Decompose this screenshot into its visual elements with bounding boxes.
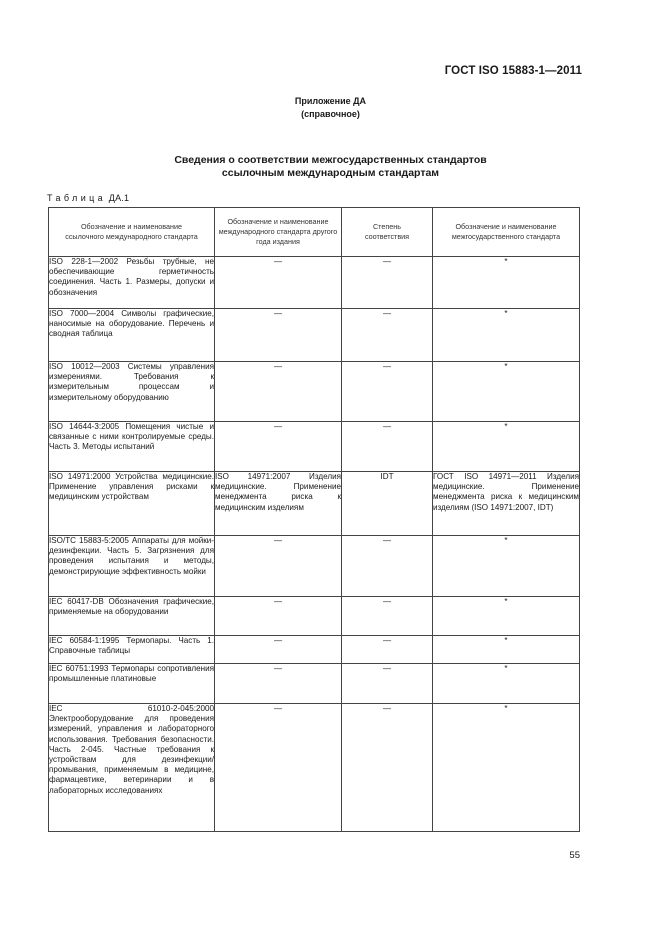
cell-other-edition: — [215, 257, 342, 309]
cell-interstate: * [433, 636, 580, 664]
annex-type: (справочное) [301, 109, 360, 119]
cell-degree: — [342, 704, 433, 832]
header-reference-standard: Обозначение и наименование ссылочного международного стандарта [49, 208, 215, 257]
table-row [49, 472, 580, 536]
cell-reference: ISO/TC 15883-5:2005 Аппараты для мойки-дезинфекции. Часть 5. Загрязнения для проведения испытания и методы, демонстрирующие эффективность мойки [49, 536, 215, 597]
table-row [49, 664, 580, 704]
cell-interstate: * [433, 309, 580, 362]
cell-reference: IEC 60751:1993 Термопары сопротивления промышленные платиновые [49, 664, 215, 704]
cell-other-edition: — [215, 422, 342, 472]
table-label-number: ДА.1 [108, 193, 130, 203]
cell-other-edition: — [215, 309, 342, 362]
cell-interstate: * [433, 664, 580, 704]
cell-degree: — [342, 664, 433, 704]
cell-reference: ISO 228-1—2002 Резьбы трубные, не обеспечивающие герметичность соединения. Часть 1. Размеры, допуски и обозначения [49, 257, 215, 309]
cell-degree: — [342, 636, 433, 664]
cell-degree: — [342, 536, 433, 597]
table-row [49, 597, 580, 636]
table-row [49, 422, 580, 472]
page-number: 55 [569, 850, 580, 861]
cell-interstate: * [433, 362, 580, 422]
cell-reference: ISO 10012—2003 Системы управления измерениями. Требования к измерительным процессам и измерительному оборудованию [49, 362, 215, 422]
cell-reference: ISO 7000—2004 Символы графические, наносимые на оборудование. Перечень и сводная таблица [49, 309, 215, 362]
section-heading-line-1: Сведения о соответствии межгосударственных стандартов [174, 154, 487, 166]
cell-degree: — [342, 422, 433, 472]
cell-degree: — [342, 309, 433, 362]
cell-degree: — [342, 362, 433, 422]
cell-other-edition: — [215, 536, 342, 597]
cell-reference: ISO 14644-3:2005 Помещения чистые и связанные с ними контролируемые среды. Часть 3. Методы испытаний [49, 422, 215, 472]
cell-reference: IEC 60584-1:1995 Термопары. Часть 1. Справочные таблицы [49, 636, 215, 664]
cell-other-edition: — [215, 664, 342, 704]
cell-other-edition: ISO 14971:2007 Изделия медицинские. Применение менеджмента риска к медицинским изделиям [215, 472, 342, 536]
cell-interstate: ГОСТ ISO 14971—2011 Изделия медицинские. Применение менеджмента риска к медицинским изделиям (ISO 14971:2007, IDT) [433, 472, 580, 536]
table-row [49, 362, 580, 422]
table-label-word: Таблица [47, 193, 107, 203]
section-heading-line-2: ссылочным международным стандартам [221, 167, 440, 179]
cell-other-edition: — [215, 636, 342, 664]
cell-other-edition: — [215, 597, 342, 636]
table-row [49, 309, 580, 362]
document-code: ГОСТ ISO 15883-1—2011 [444, 65, 582, 77]
table-header-row [49, 208, 580, 257]
cell-interstate: * [433, 597, 580, 636]
standards-correspondence-table [48, 207, 580, 832]
cell-interstate: * [433, 422, 580, 472]
cell-interstate: * [433, 704, 580, 832]
cell-degree: IDT [342, 472, 433, 536]
cell-interstate: * [433, 257, 580, 309]
table-label [47, 193, 129, 203]
table-row [49, 636, 580, 664]
table-row [49, 257, 580, 309]
cell-reference: ISO 14971:2000 Устройства медицинские. Применение управления рисками к медицинским устройствам [49, 472, 215, 536]
cell-degree: — [342, 257, 433, 309]
header-degree: Степень соответствия [342, 208, 433, 257]
cell-other-edition: — [215, 704, 342, 832]
table-row [49, 536, 580, 597]
cell-reference: IEC 61010-2-045:2000 Электрооборудование для проведения измерений, управления и лабораторного использования. Требования безопасности. Часть 2-045. Частные требования к устройствам для дезинфекции/промывания, применяемым в медицине, фармацевтике, ветеринарии и в лабораторных исследованиях [49, 704, 215, 832]
header-other-edition: Обозначение и наименование международного стандарта другого года издания [215, 208, 342, 257]
cell-degree: — [342, 597, 433, 636]
annex-title: Приложение ДА [294, 96, 367, 106]
cell-interstate: * [433, 536, 580, 597]
header-interstate-standard: Обозначение и наименование межгосударственного стандарта [433, 208, 580, 257]
table-row [49, 704, 580, 832]
cell-reference: IEC 60417-DB Обозначения графические, применяемые на оборудовании [49, 597, 215, 636]
cell-other-edition: — [215, 362, 342, 422]
